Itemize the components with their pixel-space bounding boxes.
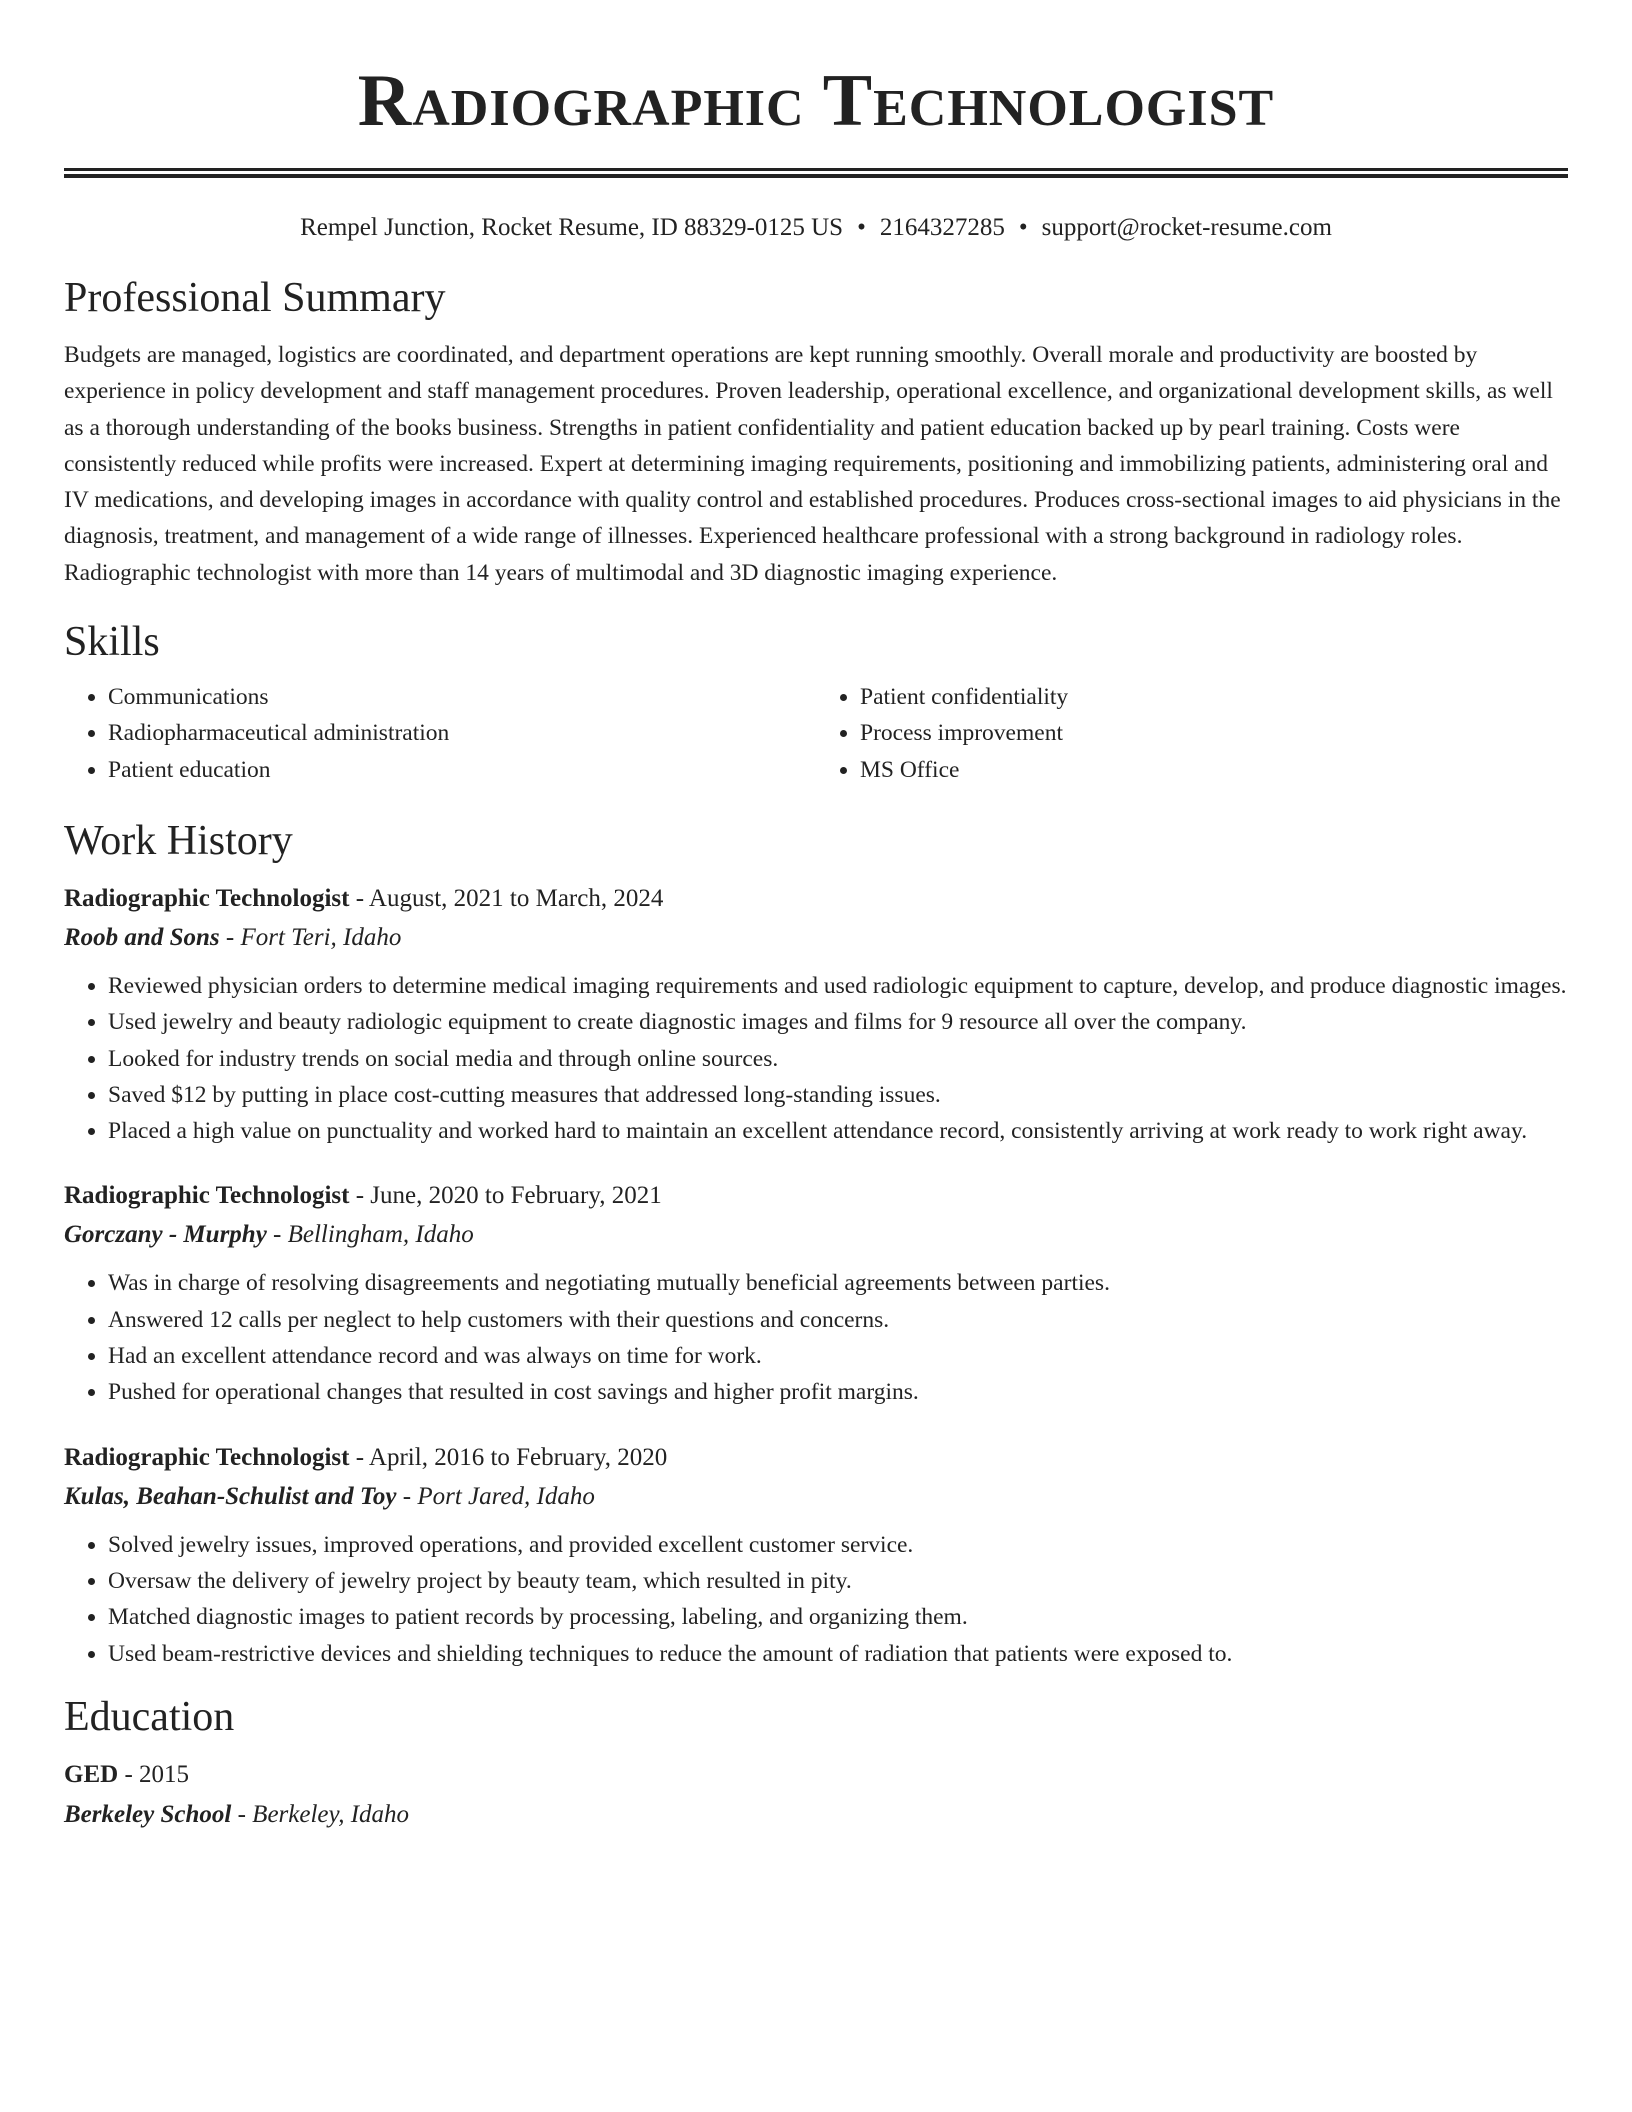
education-degree-line (64, 1759, 1568, 1791)
job-dates: - June, 2020 to February, 2021 (349, 1182, 662, 1210)
job-title: Radiographic Technologist (64, 1443, 350, 1471)
duty-item: • Oversaw the delivery of jewelry project by beauty team, which resulted in pity. (108, 1563, 1568, 1599)
education-heading: Education (64, 1693, 235, 1740)
skill-item: • Radiopharmaceutical administration (108, 715, 816, 751)
duty-item: • Placed a high value on punctuality and worked hard to maintain an excellent attendance record, consistently arriving at work ready to work right away. (108, 1113, 1568, 1149)
education-section (64, 1692, 1568, 1831)
job-duties (64, 1527, 1568, 1672)
skills-heading: Skills (64, 619, 160, 666)
job-company: Kulas, Beahan-Schulist and Toy (64, 1482, 397, 1510)
skills-column-left (64, 679, 816, 788)
job-location: - Bellingham, Idaho (266, 1221, 474, 1249)
job-dates: - August, 2021 to March, 2024 (349, 884, 664, 912)
summary-section (64, 273, 1568, 591)
work-history-section (64, 816, 1568, 1672)
job-dates: - April, 2016 to February, 2020 (349, 1443, 668, 1471)
education-degree: GED (64, 1760, 119, 1788)
contact-address: Rempel Junction, Rocket Resume, ID 88329-0125 US (300, 214, 844, 241)
duty-item: • Answered 12 calls per neglect to help customers with their questions and concerns. (108, 1302, 1568, 1338)
skill-item: • Patient education (108, 752, 816, 788)
skill-item: • Patient confidentiality (860, 679, 1568, 715)
contact-phone: 2164327285 (879, 214, 1005, 241)
education-school-line (64, 1799, 1568, 1831)
job-company: Roob and Sons (64, 923, 220, 951)
contact-email[interactable]: support@rocket-resume.com (1041, 214, 1332, 241)
job-title: Radiographic Technologist (64, 884, 350, 912)
contact-separator: • (857, 214, 866, 241)
skill-item: • Communications (108, 679, 816, 715)
duty-item: • Was in charge of resolving disagreements and negotiating mutually beneficial agreements between parties. (108, 1265, 1568, 1301)
job-header (64, 1180, 1568, 1212)
job-employer-line (64, 922, 1568, 954)
duty-item: • Looked for industry trends on social media and through online sources. (108, 1041, 1568, 1077)
job-employer-line (64, 1219, 1568, 1251)
duty-item: • Had an excellent attendance record and was always on time for work. (108, 1338, 1568, 1374)
job-entry (64, 1180, 1568, 1410)
duty-item: • Solved jewelry issues, improved operations, and provided excellent customer service. (108, 1527, 1568, 1563)
skills-list (64, 679, 1568, 788)
work-history-heading: Work History (64, 817, 293, 864)
skill-item: • MS Office (860, 752, 1568, 788)
skill-item: • Process improvement (860, 715, 1568, 751)
job-entry (64, 1442, 1568, 1672)
job-title: Radiographic Technologist (64, 1182, 350, 1210)
job-header (64, 1442, 1568, 1474)
job-entry (64, 883, 1568, 1149)
job-duties (64, 1265, 1568, 1410)
duty-item: • Used beam-restrictive devices and shielding techniques to reduce the amount of radiation that patients were exposed to. (108, 1636, 1568, 1672)
duty-item: • Matched diagnostic images to patient records by processing, labeling, and organizing them. (108, 1599, 1568, 1635)
job-duties (64, 968, 1568, 1149)
duty-item: • Reviewed physician orders to determine medical imaging requirements and used radiologic equipment to capture, develop, and produce diagnostic images. (108, 968, 1568, 1004)
job-header (64, 883, 1568, 915)
title-divider (64, 168, 1568, 178)
duty-item: • Used jewelry and beauty radiologic equipment to create diagnostic images and films for 9 resource all over the company. (108, 1004, 1568, 1040)
job-location: - Port Jared, Idaho (396, 1482, 595, 1510)
education-location: - Berkeley, Idaho (231, 1800, 410, 1828)
skills-column-right (816, 679, 1568, 788)
summary-text: Budgets are managed, logistics are coordinated, and department operations are kept running smoothly. Overall morale and productivity are boosted by experience in policy development and staff management procedures. Proven leadership, operational excellence, and organizational development skills, as well as a thorough understanding of the books business. Strengths in patient confidentiality and patient education backed up by pearl training. Costs were consistently reduced while profits were increased. Expert at determining imaging requirements, positioning and immobilizing patients, administering oral and IV medications, and developing images in accordance with quality control and established procedures. Produces cross-sectional images to aid physicians in the diagnosis, treatment, and management of a wide range of illnesses. Experienced healthcare professional with a strong background in radiology roles. Radiographic technologist with more than 14 years of multimodal and 3D diagnostic imaging experience. (64, 342, 1561, 586)
education-year: - 2015 (118, 1760, 190, 1788)
duty-item: • Saved $12 by putting in place cost-cutting measures that addressed long-standing issues. (108, 1077, 1568, 1113)
duty-item: • Pushed for operational changes that resulted in cost savings and higher profit margins. (108, 1374, 1568, 1410)
job-location: - Fort Teri, Idaho (219, 923, 402, 951)
skills-section (64, 617, 1568, 788)
contact-line (64, 213, 1568, 243)
summary-heading: Professional Summary (64, 275, 446, 321)
job-employer-line (64, 1481, 1568, 1513)
education-school: Berkeley School (64, 1800, 232, 1828)
contact-separator: • (1018, 214, 1028, 241)
resume-title: Radiographic Technologist (357, 60, 1275, 142)
job-company: Gorczany - Murphy (64, 1221, 267, 1249)
